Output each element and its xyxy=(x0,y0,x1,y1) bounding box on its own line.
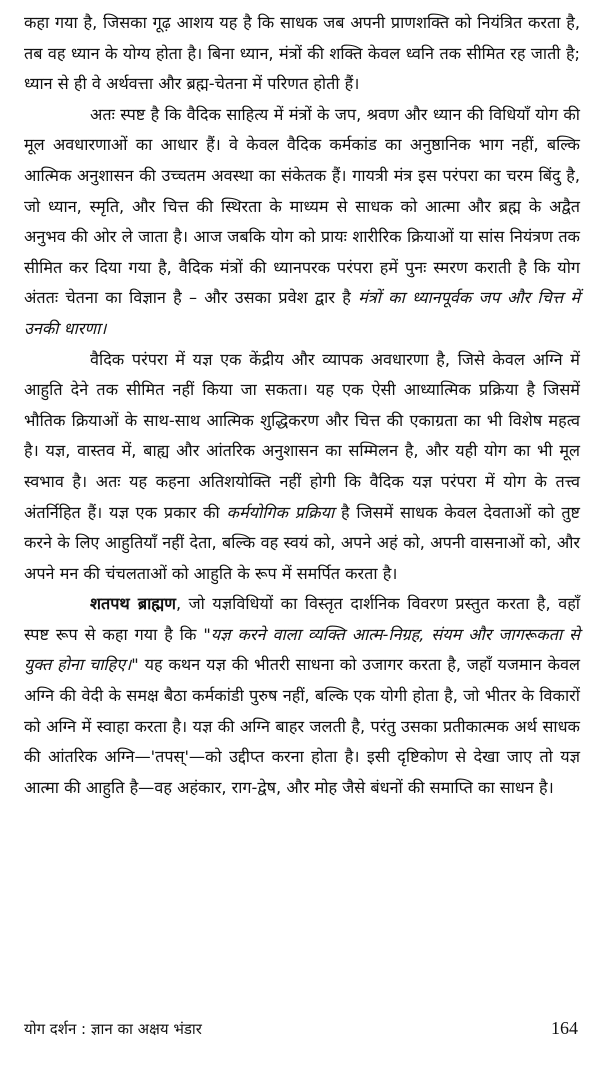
paragraph-4 xyxy=(24,589,580,803)
paragraph-4-text-b: यह कथन यज्ञ की भीतरी साधना को उजागर करता है, जहाँ यजमान केवल अग्नि की वेदी के समक्ष बैठा कर्मकांडी पुरुष नहीं, बल्कि एक योगी होता है, जो भीतर के विकारों को अग्नि में स्वाहा करता है। यज्ञ की अग्नि बाहर जलती है, परंतु उसका प्रतीकात्मक अर्थ साधक की आंतरिक अग्नि—'तपस्'—को उद्दीप्त करना होता है। इसी दृष्टिकोण से देखा जाए तो यज्ञ आत्मा की आहुति है—वह अहंकार, राग-द्वेष, और मोह जैसे बंधनों की समाप्ति का साधन है। xyxy=(24,655,581,797)
paragraph-3 xyxy=(24,345,580,590)
page-footer xyxy=(24,1018,578,1039)
page-number: 164 xyxy=(551,1018,578,1038)
paragraph-4-bold-term: शतपथ ब्राह्मण xyxy=(90,594,176,614)
paragraph-3-emphasis: कर्मयोगिक प्रक्रिया xyxy=(226,502,335,522)
paragraph-2-text: अतः स्पष्ट है कि वैदिक साहित्य में मंत्रों के जप, श्रवण और ध्यान की विधियाँ योग की मूल अवधारणाओं का आधार हैं। वे केवल वैदिक कर्मकांड का अनुष्ठानिक भाग नहीं, बल्कि आत्मिक अनुशासन की उच्चतम अवस्था का संकेतक हैं। गायत्री मंत्र इस परंपरा का चरम बिंदु है, जो ध्यान, स्मृति, और चित्त की स्थिरता के माध्यम से साधक को आत्मा और ब्रह्म के अद्वैत अनुभव की ओर ले जाता है। आज जबकि योग को प्रायः शारीरिक क्रियाओं या सांस नियंत्रण तक सीमित कर दिया गया है, वैदिक मंत्रों की ध्यानपरक परंपरा हमें पुनः स्मरण कराती है कि योग अंततः चेतना का विज्ञान है – और उसका प्रवेश द्वार है xyxy=(24,104,580,308)
footer-book-title: योग दर्शन : ज्ञान का अक्षय भंडार xyxy=(24,1020,202,1038)
paragraph-1 xyxy=(24,8,580,100)
paragraph-1-text: कहा गया है, जिसका गूढ़ आशय यह है कि साधक जब अपनी प्राणशक्ति को नियंत्रित करता है, तब वह ध्यान के योग्य होता है। बिना ध्यान, मंत्रों की शक्ति केवल ध्वनि तक सीमित रह जाती है; ध्यान से ही वे अर्थवत्ता और ब्रह्म-चेतना में परिणत होती हैं। xyxy=(24,13,580,94)
paragraph-3-text-b: है जिसमें साधक केवल देवताओं को तुष्ट करने के लिए आहुतियाँ नहीं देता, बल्कि वह स्वयं को, अपने अहं को, अपनी वासनाओं को, और अपने मन की चंचलताओं को आहुति के रूप में समर्पित करता है। xyxy=(24,502,581,583)
paragraph-3-text-a: वैदिक परंपरा में यज्ञ एक केंद्रीय और व्यापक अवधारणा है, जिसे केवल अग्नि में आहुति देने तक सीमित नहीं किया जा सकता। यह एक ऐसी आध्यात्मिक प्रक्रिया है जिसमें भौतिक क्रियाओं के साथ-साथ आत्मिक शुद्धिकरण और चित्त की एकाग्रता का भी विशेष महत्व है। यज्ञ, वास्तव में, बाह्य और आंतरिक अनुशासन का सम्मिलन है, और यही योग का भी मूल स्वभाव है। अतः यह कहना अतिशयोक्ति नहीं होगी कि वैदिक यज्ञ परंपरा में योग के तत्त्व अंतर्निहित हैं। यज्ञ एक प्रकार की xyxy=(24,349,580,522)
paragraph-4-text-a: , जो यज्ञविधियों का विस्तृत दार्शनिक विवरण प्रस्तुत करता है, वहाँ स्पष्ट रूप से कहा गया है कि xyxy=(24,594,580,644)
paragraph-4-quote: "यज्ञ करने वाला व्यक्ति आत्म-निग्रह, संयम और जागरूकता से युक्त होना चाहिए।" xyxy=(24,624,580,675)
paragraph-2-emphasis: मंत्रों का ध्यानपूर्वक जप और चित्त में उनकी धारणा। xyxy=(24,288,580,338)
paragraph-2 xyxy=(24,100,580,345)
